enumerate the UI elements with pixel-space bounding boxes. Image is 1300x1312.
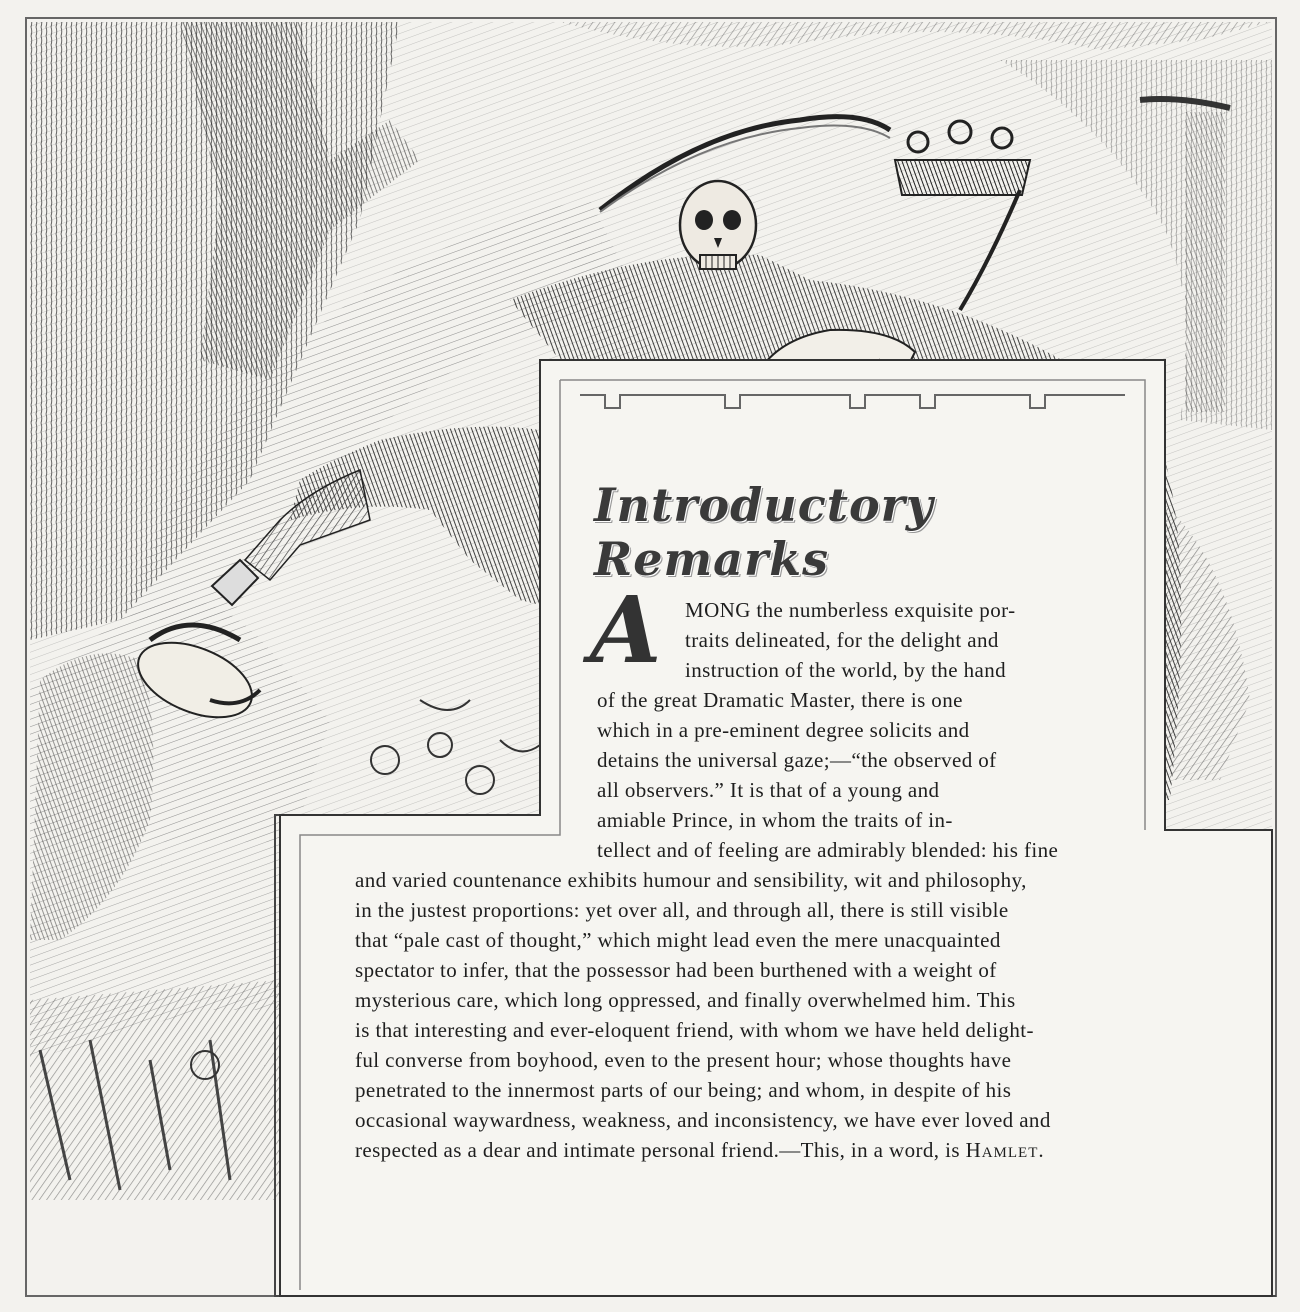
text-line-18: occasional waywardness, weakness, and inconsistency, we have ever loved and	[355, 1108, 1051, 1132]
text-line-2: traits delineated, for the delight and	[685, 628, 999, 652]
text-line-12: that “pale cast of thought,” which might lead even the mere unacquainted	[355, 928, 1001, 952]
text-line-5: which in a pre-eminent degree solicits and	[597, 718, 970, 742]
page-title: Introductory Remarks	[594, 478, 934, 586]
text-line-9: tellect and of feeling are admirably blended: his fine	[597, 838, 1059, 862]
text-line-11: in the justest proportions: yet over all, and through all, there is still visible	[355, 898, 1009, 922]
text-line-17: penetrated to the innermost parts of our being; and whom, in despite of his	[355, 1078, 1012, 1102]
text-line-7: all observers.” It is that of a young and	[597, 778, 940, 802]
text-line-19	[355, 1136, 1045, 1164]
text-line-14: mysterious care, which long oppressed, and finally overwhelmed him. This	[355, 988, 1016, 1012]
text-line-6: detains the universal gaze;—“the observed of	[597, 748, 997, 772]
text-line-13: spectator to infer, that the possessor had been burthened with a weight of	[355, 958, 997, 982]
text-line-16: ful converse from boyhood, even to the present hour; whose thoughts have	[355, 1048, 1012, 1072]
text-line-8: amiable Prince, in whom the traits of in-	[597, 808, 953, 832]
text-line-15: is that interesting and ever-eloquent friend, with whom we have held delight-	[355, 1018, 1034, 1042]
text-line-1: MONG the numberless exquisite por-	[685, 598, 1016, 622]
text-line-3: instruction of the world, by the hand	[685, 658, 1006, 682]
text-line-10: and varied countenance exhibits humour and sensibility, wit and philosophy,	[355, 868, 1027, 892]
drop-capital: A	[590, 576, 662, 684]
final-line-text: respected as a dear and intimate personal friend.—This, in a word, is	[355, 1138, 960, 1162]
hamlet-word: Hamlet.	[965, 1138, 1045, 1162]
text-line-4: of the great Dramatic Master, there is one	[597, 688, 963, 712]
